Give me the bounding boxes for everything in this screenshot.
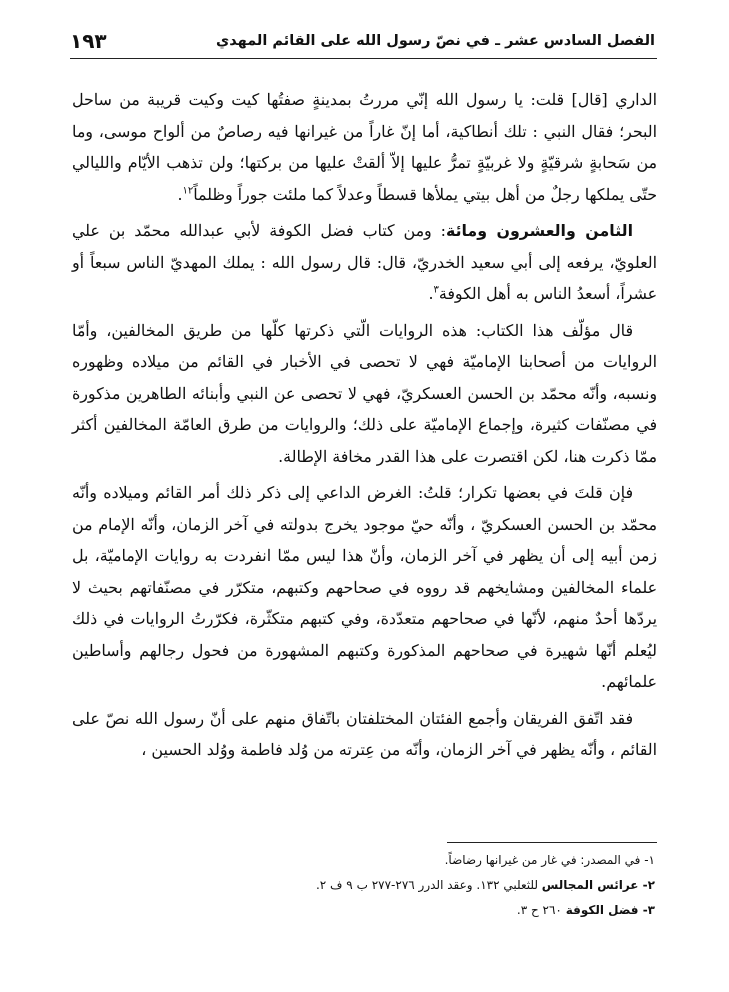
footnote [72, 898, 655, 923]
paragraph-end: . [177, 184, 183, 204]
header-rule [70, 58, 657, 59]
paragraph-text: الداري [قال] قلت: يا رسول الله إنّي مررتُ بمدينةٍ صفتُها كيت وكيت قريبة من ساحل البحر؛ فقال النبي : تلك أنطاكية، أما إنّ غاراً من غيرانها فيه رصاصٌ من ألواح موسى، وما من سَحابةٍ شرقيّةٍ ولا غربيّةٍ تمرُّ عليها إلاّ ألقتْ عليها من بركتها؛ ولن تذهب الأيّام والليالي حتّى يملكها رجلٌ من أهل بيتي يملأها قسطاً وعدلاً كما ملئت جوراً وظلماً [72, 90, 657, 204]
paragraph [72, 84, 657, 210]
footnote-marker: ١ [182, 185, 188, 197]
page-header [70, 28, 655, 54]
footnote-text: للثعلبي ١٣٢. وعقد الدرر ٢٧٦-٢٧٧ ب ٩ ف ٢. [315, 878, 542, 892]
paragraph: قال مؤلّف هذا الكتاب: هذه الروايات الّتي ذكرتها كلّها من طريق المخالفين، وأمّا الروايات من أصحابنا الإماميّة فهي لا تحصى في الأخبار في القائم من ميلاده وظهوره ونسبه، وأنّه محمّد بن الحسن العسكريّ، فهي لا تحصى عن النبي وأبنائه الطاهرين مذكورة في مصنّفات كثيرة، وإجماع الإماميّة على ذلك؛ والروايات من طرق العامّة المخالفين أكثر ممّا ذكرت هنا، لكن اقتصرت على هذا القدر مخافة الإطالة. [72, 320, 657, 466]
footnote: ١- في المصدر: في غار من غيرانها رضاضاً. [444, 853, 655, 867]
narration-heading: الثامن والعشرون ومائة [445, 221, 633, 240]
footnote-rule [447, 842, 657, 843]
footnote-text: ٢٦٠ ح ٣. [516, 903, 566, 917]
footnote-source: ٢- عرائس المجالس [541, 878, 655, 892]
paragraph: فقد اتّفق الفريقان وأجمع الفئتان المختلفتان باتّفاق منهم على أنّ رسول الله نصّ على القائم ، وأنّه يظهر في آخر الزمان، وأنّه من عِترته من وُلد فاطمة ووُلد الحسين ، [72, 708, 657, 759]
footnote-marker: ٣ [433, 284, 439, 296]
paragraph [72, 215, 657, 310]
running-title: الفصل السادس عشر ـ في نصّ رسول الله على القائم المهدي [215, 33, 655, 49]
page-number: ١٩٣ [70, 29, 107, 53]
paragraph-end: . [428, 284, 434, 303]
footnote [72, 873, 655, 898]
paragraph-text: : ومن كتاب فضل الكوفة لأبي عبدالله محمّد بن علي العلويّ، يرفعه إلى أبي سعيد الخدريّ، قال: قال رسول الله : يملك المهديّ الناس سبعاً أو عشراً، أسعدُ الناس به أهل الكوفة [72, 221, 657, 303]
footnotes [72, 848, 655, 923]
footnote-source: ٣- فضل الكوفة [565, 903, 655, 917]
paragraph: فإن قلتَ في بعضها تكرار؛ قلتُ: الغرض الداعي إلى ذكر ذلك أمر القائم وميلاده وأنّه محمّد بن الحسن العسكريّ ، وأنّه حيّ موجود يخرج بدولته في آخر الزمان، وأنّه الإمام من زمن أبيه إلى أن يظهر في آخر الزمان، وأنّ هذا ليس ممّا انفردت به روايات الإماميّة، بل علماء المخالفين ومشايخهم قد رووه في صحاحهم وكتبهم، متكرّر في مصنّفاتهم بحيث لا يردّها أحدٌ منهم، لأنّها في صحاحهم متعدّدة، وفي كتبهم متكثّرة، فكرّرتُ الروايات في ذلك ليُعلم أنّها شهيرة في صحاحهم المذكورة وكتبهم المشهورة من فحول رجالهم وأساطين علمائهم. [72, 483, 657, 691]
footnote-marker: ٢ [187, 185, 194, 197]
main-text [72, 84, 657, 771]
